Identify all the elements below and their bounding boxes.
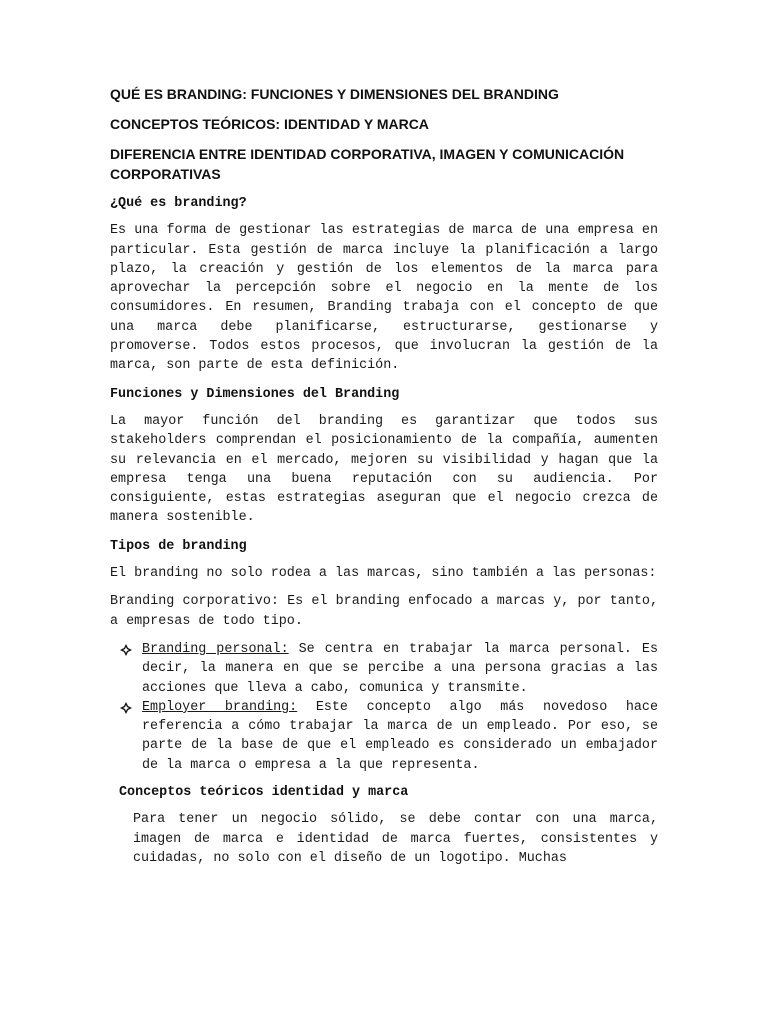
paragraph-tipos-intro: El branding no solo rodea a las marcas, sino también a las personas: (110, 566, 657, 582)
section-title-funciones: Funciones y Dimensiones del Branding (110, 386, 400, 402)
text-employer-branding: Este concepto algo más novedoso hace referencia a cómo trabajar la marca de un empleado. Por eso, se parte de la base de que el empleado es considerado un embajador de la marca o empresa a la que representa. (142, 699, 658, 773)
paragraph-branding-corporativo: Branding corporativo: Es el branding enfocado a marcas y, por tanto, a empresas de todo tipo. (110, 594, 658, 629)
tipos-branding-list (110, 640, 658, 775)
section-title-conceptos: Conceptos teóricos identidad y marca (119, 785, 409, 801)
diamond-bullet-icon (120, 644, 132, 656)
heading-diferencia-identidad: DIFERENCIA ENTRE IDENTIDAD CORPORATIVA, IMAGEN Y COMUNICACIÓN CORPORATIVAS (110, 146, 625, 182)
list-item-employer-branding (110, 698, 658, 775)
term-employer-branding: Employer branding: (142, 699, 298, 715)
paragraph-funciones: La mayor función del branding es garantizar que todos sus stakeholders comprendan el posicionamiento de la compañía, aumenten su relevancia en el mercado, mejoren su visibilidad y hagan que la empresa tenga una buena reputación con su audiencia. Por consiguiente, estas estrategias aseguran que el negocio crezca de manera sostenible. (110, 413, 658, 526)
paragraph-conceptos: Para tener un negocio sólido, se debe contar con una marca, imagen de marca e identidad de marca fuertes, consistentes y cuidadas, no solo con el diseño de un logotipo. Muchas (133, 812, 658, 866)
text-branding-personal: Se centra en trabajar la marca personal. Es decir, la manera en que se percibe a una persona gracias a las acciones que lleva a cabo, comunica y transmite. (142, 641, 658, 696)
section-title-tipos: Tipos de branding (110, 538, 247, 554)
diamond-bullet-icon (120, 702, 132, 714)
paragraph-que-es: Es una forma de gestionar las estrategias de marca de una empresa en particular. Esta gestión de marca incluye la planificación a largo plazo, la creación y gestión de los elementos de la marca para aprovechar la percepción sobre el negocio en la mente de los consumidores. En resumen, Branding trabaja con el concepto de que una marca debe planificarse, estructurarse, gestionarse y promoverse. Todos estos procesos, que involucran la gestión de la marca, son parte de esta definición. (110, 223, 658, 374)
section-title-que-es: ¿Qué es branding? (110, 196, 247, 211)
heading-conceptos-teoricos: CONCEPTOS TEÓRICOS: IDENTIDAD Y MARCA (110, 116, 429, 132)
term-branding-personal: Branding personal: (142, 641, 289, 657)
list-item-branding-personal (110, 640, 658, 698)
heading-que-es-branding: QUÉ ES BRANDING: FUNCIONES Y DIMENSIONES DEL BRANDING (110, 86, 559, 102)
